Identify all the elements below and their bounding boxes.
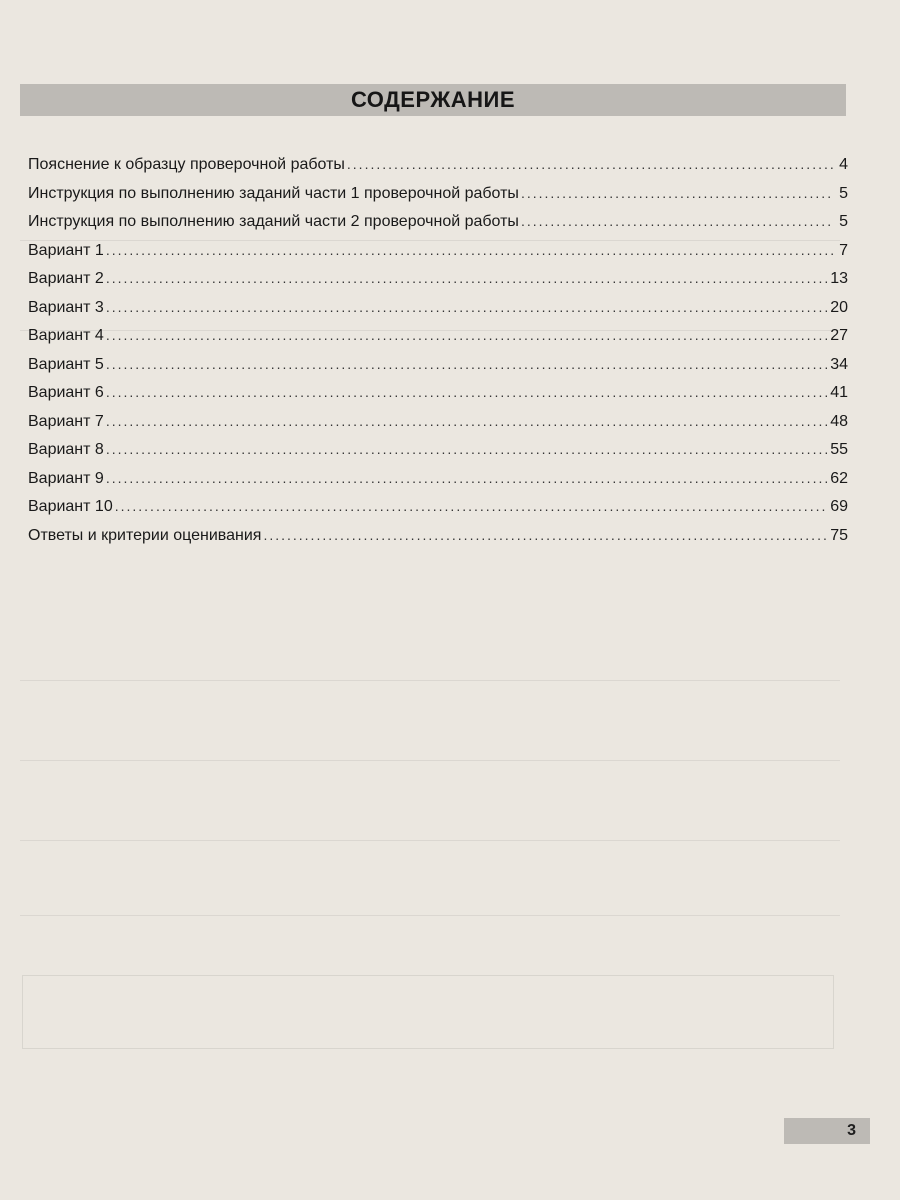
toc-entry[interactable] [28,185,848,214]
toc-entry[interactable] [28,470,848,499]
toc-entry-page: 20 [830,298,848,316]
bleed-through-line [20,915,840,916]
toc-entry[interactable] [28,356,848,385]
toc-entry[interactable] [28,327,848,356]
toc-entry-label: Вариант 9 [28,469,104,487]
toc-leader-dots [106,242,834,258]
toc-entry-page: 4 [839,156,848,173]
toc-entry-label: Вариант 3 [28,298,104,316]
toc-leader-dots [106,270,828,286]
toc-entry[interactable] [28,527,848,556]
toc-entry-label: Вариант 8 [28,441,104,458]
toc-leader-dots [521,213,834,229]
toc-entry-label: Пояснение к образцу проверочной работы [28,156,345,173]
page-number: 3 [847,1122,856,1139]
toc-entry[interactable] [28,213,848,242]
toc-leader-dots [115,498,828,514]
toc-entry-label: Вариант 10 [28,498,113,515]
toc-leader-dots [106,470,828,486]
contents-title: СОДЕРЖАНИЕ [350,87,516,112]
bleed-through-line [20,680,840,681]
toc-entry[interactable] [28,299,848,328]
toc-entry[interactable] [28,156,848,185]
toc-entry-label: Вариант 4 [28,327,104,344]
table-of-contents [28,156,848,555]
toc-leader-dots [106,327,828,343]
bleed-through-line [20,760,840,761]
toc-entry[interactable] [28,498,848,527]
toc-entry[interactable] [28,441,848,470]
toc-entry-page: 41 [830,384,848,401]
toc-entry-page: 7 [839,241,848,259]
toc-entry-page: 5 [839,184,848,202]
toc-leader-dots [106,299,828,315]
page-number-tab [784,1118,870,1144]
toc-leader-dots [106,384,828,400]
toc-leader-dots [347,156,834,172]
toc-entry-page: 69 [830,498,848,515]
contents-title-bar [20,84,846,116]
toc-entry-page: 34 [830,355,848,373]
toc-leader-dots [106,441,828,457]
toc-entry[interactable] [28,413,848,442]
toc-entry-page: 5 [839,213,848,230]
toc-entry-page: 48 [830,412,848,430]
toc-entry-page: 13 [830,270,848,287]
toc-entry-label: Вариант 7 [28,412,104,430]
bleed-through-line [20,840,840,841]
toc-leader-dots [521,185,834,201]
toc-leader-dots [106,413,828,429]
toc-leader-dots [106,356,828,372]
toc-entry[interactable] [28,242,848,271]
toc-entry-label: Вариант 1 [28,241,104,259]
toc-entry-label: Вариант 2 [28,270,104,287]
toc-entry-label: Инструкция по выполнению заданий части 1 проверочной работы [28,184,519,202]
toc-entry-label: Вариант 6 [28,384,104,401]
toc-leader-dots [263,527,828,543]
toc-entry[interactable] [28,384,848,413]
toc-entry-page: 75 [830,526,848,544]
toc-entry-label: Инструкция по выполнению заданий части 2 проверочной работы [28,213,519,230]
toc-entry-label: Вариант 5 [28,355,104,373]
toc-entry-label: Ответы и критерии оценивания [28,526,262,544]
toc-entry[interactable] [28,270,848,299]
bleed-through-table [22,975,834,1049]
toc-entry-page: 62 [830,469,848,487]
toc-entry-page: 27 [830,327,848,344]
toc-entry-page: 55 [830,441,848,458]
